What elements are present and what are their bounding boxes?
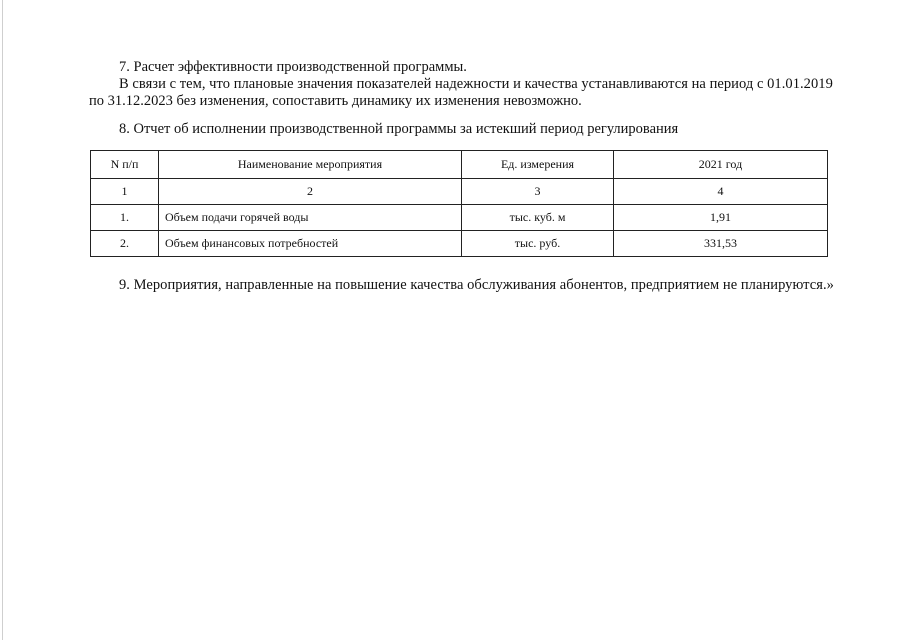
row-value: 1,91 [614, 205, 828, 231]
header-measure-name: Наименование мероприятия [159, 151, 462, 179]
row-unit: тыс. куб. м [462, 205, 614, 231]
header-number: N п/п [91, 151, 159, 179]
table-row [91, 205, 828, 231]
table-numbering-row [91, 179, 828, 205]
numbering-cell: 4 [614, 179, 828, 205]
numbering-cell: 2 [159, 179, 462, 205]
row-number: 2. [91, 231, 159, 257]
row-number: 1. [91, 205, 159, 231]
page-edge-line [2, 0, 3, 640]
section-9-text: 9. Мероприятия, направленные на повышение качества обслуживания абонентов, предприятием не планируются.» [119, 277, 834, 293]
table-row [91, 231, 828, 257]
section-7-text-line-1: В связи с тем, что плановые значения показателей надежности и качества устанавливаются на период с 01.01.2019 [119, 76, 833, 92]
numbering-cell: 1 [91, 179, 159, 205]
section-8-heading: 8. Отчет об исполнении производственной программы за истекший период регулирования [119, 121, 679, 137]
header-year: 2021 год [614, 151, 828, 179]
table-header-row [91, 151, 828, 179]
section-7-heading: 7. Расчет эффективности производственной программы. [119, 59, 467, 75]
program-report-table [90, 150, 828, 257]
numbering-cell: 3 [462, 179, 614, 205]
row-measure-name: Объем финансовых потребностей [159, 231, 462, 257]
row-value: 331,53 [614, 231, 828, 257]
header-unit: Ед. измерения [462, 151, 614, 179]
section-7-text-line-2: по 31.12.2023 без изменения, сопоставить динамику их изменения невозможно. [89, 93, 582, 109]
row-unit: тыс. руб. [462, 231, 614, 257]
row-measure-name: Объем подачи горячей воды [159, 205, 462, 231]
